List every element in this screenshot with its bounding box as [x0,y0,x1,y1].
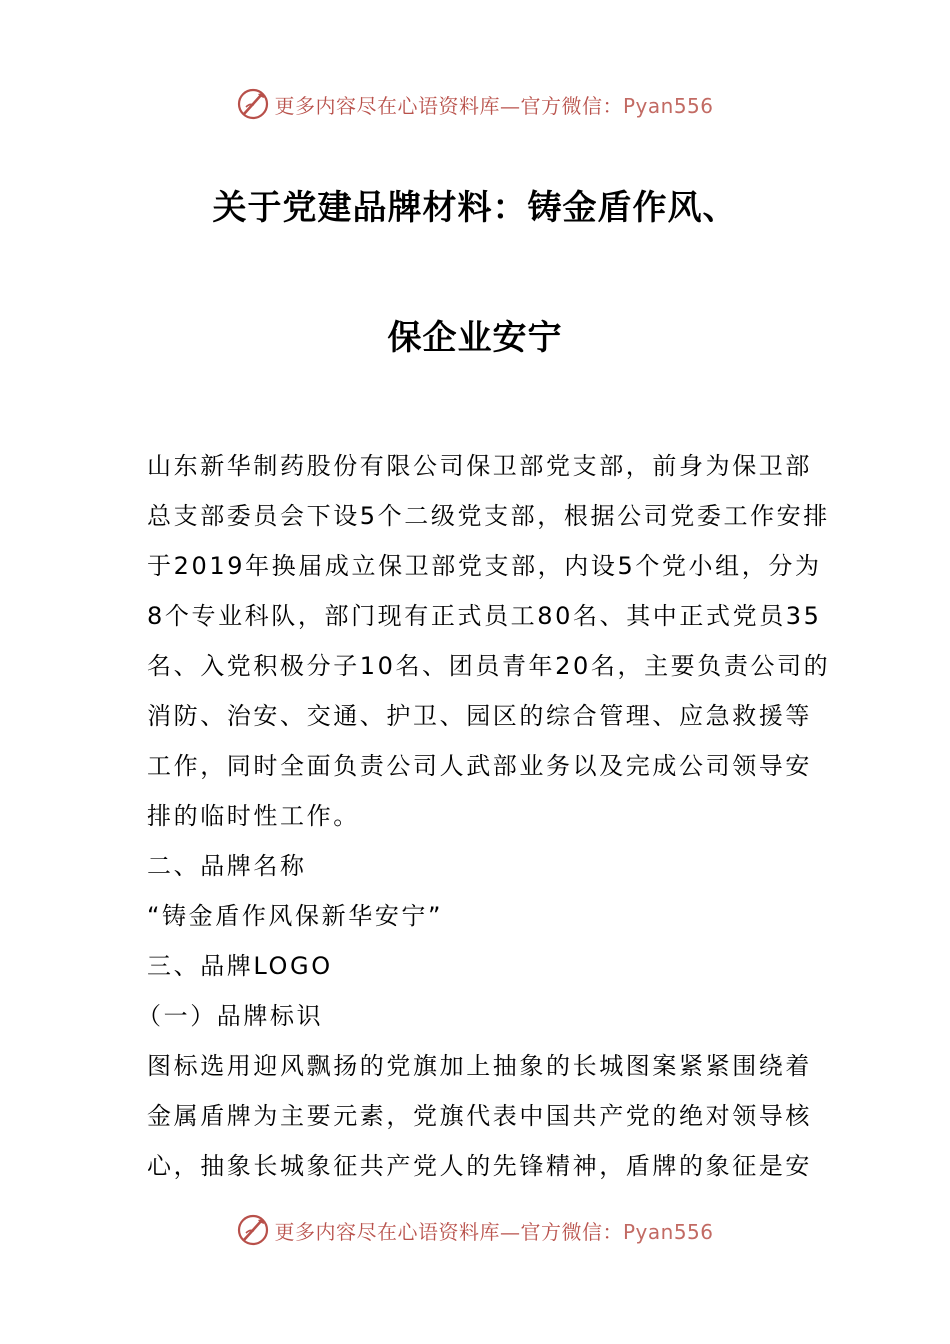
paragraph-line: 总支部委员会下设5个二级党支部，根据公司党委工作安排 [147,502,830,530]
intro-paragraph [147,441,831,841]
watermark-main-text: 更多内容尽在心语资料库—官方微信： [274,93,623,118]
paragraph-line: 名、入党积极分子10名、团员青年20名，主要负责公司的 [147,652,831,680]
document-title-line-1: 关于党建品牌材料：铸金盾作风、 [212,188,738,228]
paragraph-line: 排的临时性工作。 [147,802,360,830]
paragraph-line: 山东新华制药股份有限公司保卫部党支部，前身为保卫部 [147,452,812,480]
watermark-text [274,90,713,119]
header-watermark-banner [0,84,950,124]
watermark-text [274,1216,713,1245]
brand-name-text: “铸金盾作风保新华安宁” [147,902,444,930]
footer-watermark-banner [0,1210,950,1250]
quill-seal-icon [236,1213,270,1247]
watermark-wechat-id: Pyan556 [622,1219,714,1244]
watermark-wechat-id: Pyan556 [622,93,714,118]
subsection-heading-brand-identity: （一）品牌标识 [137,1002,324,1030]
paragraph-line: 工作，同时全面负责公司人武部业务以及完成公司领导安 [147,752,812,780]
paragraph-line: 心，抽象长城象征共产党人的先锋精神，盾牌的象征是安 [147,1152,812,1180]
paragraph-line: 图标选用迎风飘扬的党旗加上抽象的长城图案紧紧围绕着 [147,1052,812,1080]
logo-description-paragraph [147,1041,812,1191]
document-body [137,441,831,1191]
paragraph-line: 金属盾牌为主要元素，党旗代表中国共产党的绝对领导核 [147,1102,812,1130]
watermark-main-text: 更多内容尽在心语资料库—官方微信： [274,1219,623,1244]
section-heading-brand-name: 二、品牌名称 [147,852,307,880]
paragraph-line: 于2019年换届成立保卫部党支部，内设5个党小组，分为 [147,552,822,580]
paragraph-line: 8个专业科队，部门现有正式员工80名、其中正式党员35 [147,602,822,630]
section-heading-brand-logo: 三、品牌LOGO [147,952,333,980]
quill-seal-icon [236,87,270,121]
document-title-line-2: 保企业安宁 [387,318,563,358]
paragraph-line: 消防、治安、交通、护卫、园区的综合管理、应急救援等 [147,702,812,730]
